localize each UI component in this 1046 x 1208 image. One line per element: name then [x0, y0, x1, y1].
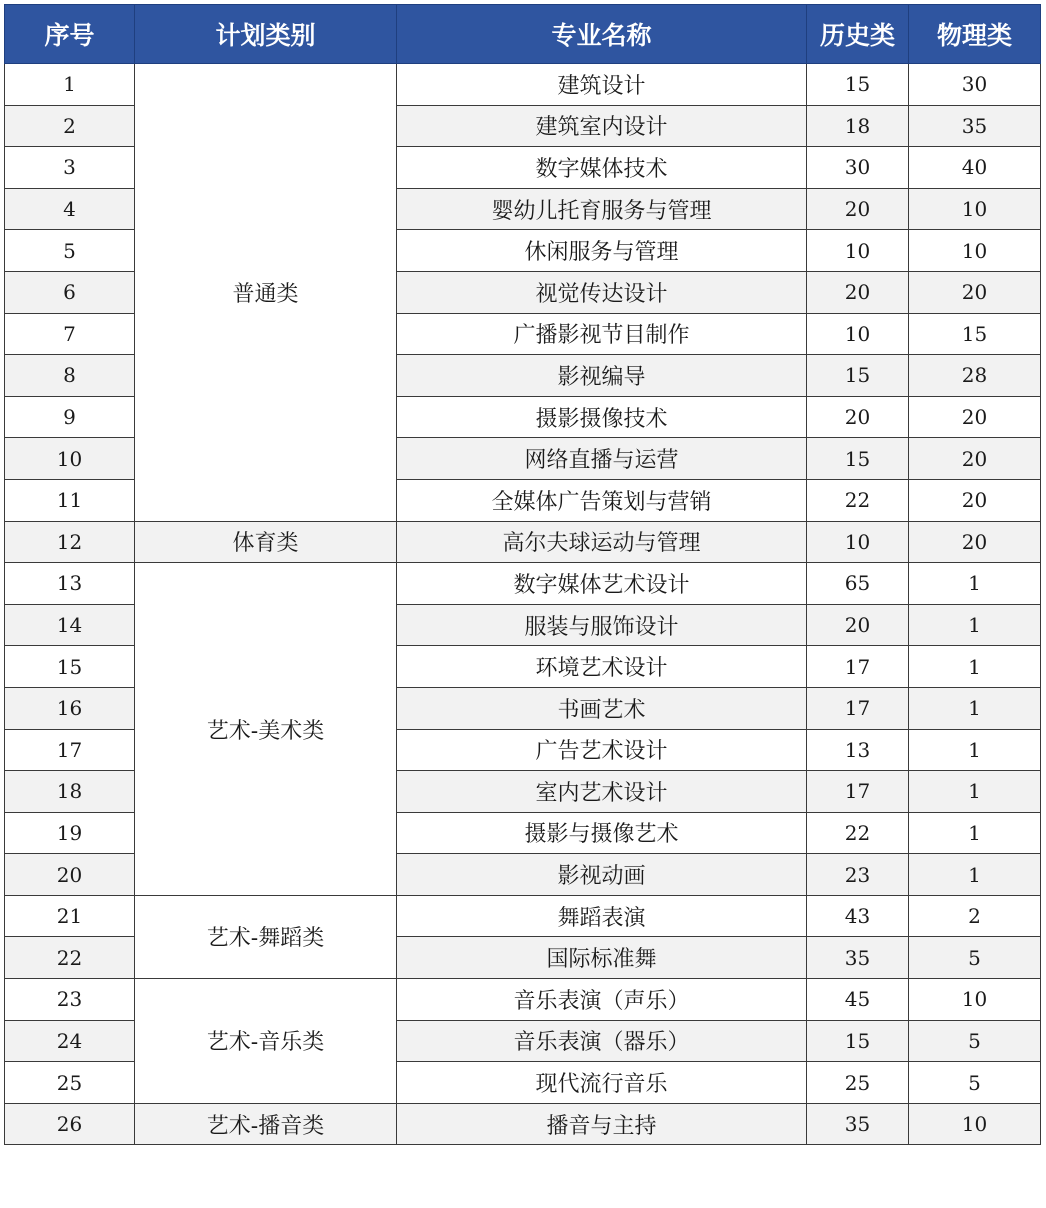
- serial-number-cell: 21: [5, 895, 135, 937]
- major-name-cell: 建筑室内设计: [397, 105, 807, 147]
- history-quota-cell: 10: [807, 230, 909, 272]
- history-quota-cell: 18: [807, 105, 909, 147]
- history-quota-cell: 20: [807, 396, 909, 438]
- serial-number-cell: 11: [5, 479, 135, 521]
- major-name-cell: 高尔夫球运动与管理: [397, 521, 807, 563]
- physics-quota-cell: 15: [909, 313, 1041, 355]
- history-quota-cell: 43: [807, 895, 909, 937]
- serial-number-cell: 14: [5, 604, 135, 646]
- major-name-cell: 音乐表演（声乐）: [397, 979, 807, 1021]
- plan-table-container: [4, 4, 1041, 1145]
- serial-number-cell: 16: [5, 687, 135, 729]
- physics-quota-cell: 5: [909, 937, 1041, 979]
- major-name-cell: 网络直播与运营: [397, 438, 807, 480]
- history-quota-cell: 17: [807, 646, 909, 688]
- major-name-cell: 影视编导: [397, 355, 807, 397]
- major-name-cell: 摄影与摄像艺术: [397, 812, 807, 854]
- major-name-cell: 书画艺术: [397, 687, 807, 729]
- history-quota-cell: 13: [807, 729, 909, 771]
- history-quota-cell: 15: [807, 355, 909, 397]
- serial-number-cell: 10: [5, 438, 135, 480]
- plan-category-cell: 艺术-美术类: [135, 563, 397, 896]
- major-name-cell: 影视动画: [397, 854, 807, 896]
- major-name-cell: 休闲服务与管理: [397, 230, 807, 272]
- history-quota-cell: 20: [807, 188, 909, 230]
- major-name-cell: 广告艺术设计: [397, 729, 807, 771]
- physics-quota-cell: 35: [909, 105, 1041, 147]
- major-name-cell: 广播影视节目制作: [397, 313, 807, 355]
- physics-quota-cell: 1: [909, 604, 1041, 646]
- history-quota-cell: 25: [807, 1062, 909, 1104]
- table-row: [5, 979, 1041, 1021]
- major-name-cell: 播音与主持: [397, 1103, 807, 1145]
- physics-quota-cell: 20: [909, 479, 1041, 521]
- serial-number-cell: 19: [5, 812, 135, 854]
- plan-category-cell: 艺术-音乐类: [135, 979, 397, 1104]
- plan-category-cell: 艺术-播音类: [135, 1103, 397, 1145]
- serial-number-cell: 2: [5, 105, 135, 147]
- physics-quota-cell: 5: [909, 1020, 1041, 1062]
- table-row: [5, 521, 1041, 563]
- physics-quota-cell: 20: [909, 438, 1041, 480]
- physics-quota-cell: 28: [909, 355, 1041, 397]
- physics-quota-cell: 20: [909, 396, 1041, 438]
- major-name-cell: 服装与服饰设计: [397, 604, 807, 646]
- physics-quota-cell: 1: [909, 646, 1041, 688]
- table-row: [5, 563, 1041, 605]
- serial-number-cell: 22: [5, 937, 135, 979]
- history-quota-cell: 20: [807, 271, 909, 313]
- physics-quota-cell: 40: [909, 147, 1041, 189]
- serial-number-cell: 4: [5, 188, 135, 230]
- history-quota-cell: 23: [807, 854, 909, 896]
- physics-quota-cell: 1: [909, 687, 1041, 729]
- history-quota-cell: 15: [807, 438, 909, 480]
- physics-quota-cell: 10: [909, 979, 1041, 1021]
- major-name-cell: 室内艺术设计: [397, 771, 807, 813]
- header-major-name: 专业名称: [397, 5, 807, 64]
- plan-category-cell: 普通类: [135, 64, 397, 522]
- physics-quota-cell: 10: [909, 188, 1041, 230]
- header-physics-quota: 物理类: [909, 5, 1041, 64]
- serial-number-cell: 20: [5, 854, 135, 896]
- header-serial-number: 序号: [5, 5, 135, 64]
- physics-quota-cell: 10: [909, 1103, 1041, 1145]
- table-header-row: [5, 5, 1041, 64]
- history-quota-cell: 10: [807, 313, 909, 355]
- major-name-cell: 音乐表演（器乐）: [397, 1020, 807, 1062]
- history-quota-cell: 15: [807, 64, 909, 106]
- physics-quota-cell: 20: [909, 271, 1041, 313]
- serial-number-cell: 24: [5, 1020, 135, 1062]
- table-row: [5, 64, 1041, 106]
- table-row: [5, 1103, 1041, 1145]
- enrollment-plan-table: [4, 4, 1041, 1145]
- serial-number-cell: 26: [5, 1103, 135, 1145]
- history-quota-cell: 15: [807, 1020, 909, 1062]
- physics-quota-cell: 1: [909, 563, 1041, 605]
- serial-number-cell: 12: [5, 521, 135, 563]
- major-name-cell: 全媒体广告策划与营销: [397, 479, 807, 521]
- serial-number-cell: 15: [5, 646, 135, 688]
- serial-number-cell: 8: [5, 355, 135, 397]
- physics-quota-cell: 1: [909, 812, 1041, 854]
- serial-number-cell: 3: [5, 147, 135, 189]
- physics-quota-cell: 20: [909, 521, 1041, 563]
- serial-number-cell: 7: [5, 313, 135, 355]
- major-name-cell: 摄影摄像技术: [397, 396, 807, 438]
- table-row: [5, 895, 1041, 937]
- physics-quota-cell: 1: [909, 771, 1041, 813]
- history-quota-cell: 22: [807, 812, 909, 854]
- history-quota-cell: 10: [807, 521, 909, 563]
- serial-number-cell: 5: [5, 230, 135, 272]
- physics-quota-cell: 1: [909, 854, 1041, 896]
- history-quota-cell: 35: [807, 937, 909, 979]
- major-name-cell: 数字媒体艺术设计: [397, 563, 807, 605]
- plan-category-cell: 体育类: [135, 521, 397, 563]
- history-quota-cell: 45: [807, 979, 909, 1021]
- major-name-cell: 国际标准舞: [397, 937, 807, 979]
- table-body: [5, 64, 1041, 1145]
- history-quota-cell: 30: [807, 147, 909, 189]
- serial-number-cell: 18: [5, 771, 135, 813]
- physics-quota-cell: 5: [909, 1062, 1041, 1104]
- major-name-cell: 建筑设计: [397, 64, 807, 106]
- serial-number-cell: 9: [5, 396, 135, 438]
- major-name-cell: 舞蹈表演: [397, 895, 807, 937]
- serial-number-cell: 1: [5, 64, 135, 106]
- serial-number-cell: 17: [5, 729, 135, 771]
- serial-number-cell: 6: [5, 271, 135, 313]
- physics-quota-cell: 1: [909, 729, 1041, 771]
- physics-quota-cell: 2: [909, 895, 1041, 937]
- history-quota-cell: 22: [807, 479, 909, 521]
- history-quota-cell: 17: [807, 687, 909, 729]
- major-name-cell: 数字媒体技术: [397, 147, 807, 189]
- plan-category-cell: 艺术-舞蹈类: [135, 895, 397, 978]
- history-quota-cell: 35: [807, 1103, 909, 1145]
- serial-number-cell: 25: [5, 1062, 135, 1104]
- history-quota-cell: 20: [807, 604, 909, 646]
- header-history-quota: 历史类: [807, 5, 909, 64]
- physics-quota-cell: 10: [909, 230, 1041, 272]
- history-quota-cell: 17: [807, 771, 909, 813]
- major-name-cell: 婴幼儿托育服务与管理: [397, 188, 807, 230]
- history-quota-cell: 65: [807, 563, 909, 605]
- serial-number-cell: 23: [5, 979, 135, 1021]
- serial-number-cell: 13: [5, 563, 135, 605]
- major-name-cell: 环境艺术设计: [397, 646, 807, 688]
- major-name-cell: 现代流行音乐: [397, 1062, 807, 1104]
- major-name-cell: 视觉传达设计: [397, 271, 807, 313]
- physics-quota-cell: 30: [909, 64, 1041, 106]
- header-plan-category: 计划类别: [135, 5, 397, 64]
